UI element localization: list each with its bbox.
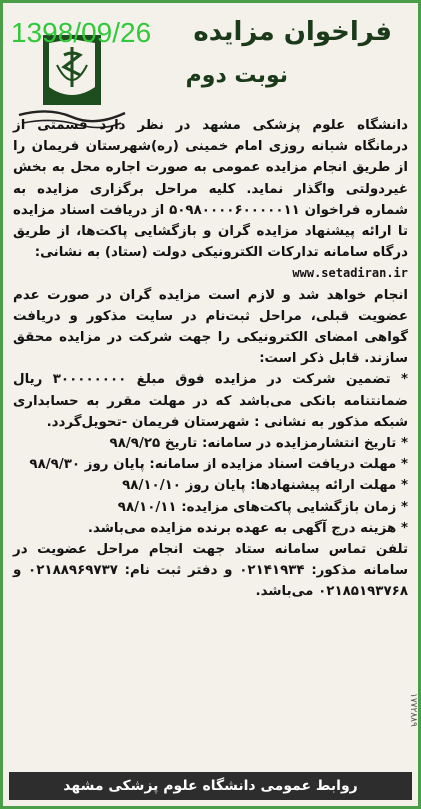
url-line bbox=[13, 263, 408, 284]
setad-url-link[interactable]: www.setadiran.ir bbox=[292, 266, 408, 281]
contact-info: تلفن تماس سامانه ستاد جهت انجام مراحل عضویت در سامانه مذکور: ۰۲۱۴۱۹۳۴ و دفتر ثبت نام: ۰۲۱۸۸۹۶۹۷۳۷ و ۰۲۱۸۵۱۹۳۷۶۸ می‌باشد. bbox=[13, 542, 408, 600]
bullet-guarantee: * تضمین شرکت در مزایده فوق مبلغ ۳۰۰۰۰۰۰۰۰ ریال ضمانتنامه بانکی می‌باشد که در مهلت مقرر به حسابداری شبکه مذکور به نشانی : شهرستان فریمان -تحویل‌گردد. bbox=[13, 372, 408, 430]
bullet-publish-date: * تاریخ انتشارمزایده در سامانه: تاریخ ۹۸/۹/۲۵ bbox=[109, 436, 408, 452]
notice-subtitle: نوبت دوم bbox=[185, 63, 288, 88]
notice-title: فراخوان مزایده bbox=[193, 17, 392, 47]
footer-text: روابط عمومی دانشگاه علوم پزشکی مشهد bbox=[63, 778, 358, 794]
side-code: ۱۷۷۲۸۸۹ bbox=[408, 693, 418, 727]
bullet-proposal-deadline: * مهلت ارائه پیشنهادها: پایان روز ۹۸/۱۰/۱۰ bbox=[122, 478, 408, 494]
bullet-opening-date: * زمان بازگشایی پاکت‌های مزایده: ۹۸/۱۰/۱۱ bbox=[117, 499, 408, 515]
notice-body bbox=[13, 115, 408, 603]
date-stamp: 1398/09/26 bbox=[11, 17, 152, 48]
footer-bar bbox=[9, 772, 412, 800]
bullet-ad-cost: * هزینه درج آگهی به عهده برنده مزایده می‌باشد. bbox=[87, 520, 408, 536]
bullet-documents-deadline: * مهلت دریافت اسناد مزایده از سامانه: پایان روز ۹۸/۹/۳۰ bbox=[29, 457, 408, 473]
paragraph-intro: دانشگاه علوم پزشکی مشهد در نظر دارد قسمتی از درمانگاه شبانه روزی امام خمینی (ره)شهرستان فریمان را از طریق انجام مزایده عمومی به صورت اجاره محل به بخش غیردولتی واگذار نماید. کلیه مراحل برگزاری مزایده به شماره فراخوان ۵۰۹۸۰۰۰۰۶۰۰۰۰۰۱۱ از دریافت اسناد مزایده تا ارائه پیشنهاد مزایده گران و بازگشایی پاکت‌ها، از طریق درگاه سامانه تدارکات الکترونیکی دولت (ستاد) به نشانی: bbox=[13, 118, 408, 261]
paragraph-registration: انجام خواهد شد و لازم است مزایده گران در صورت عدم عضویت قبلی، مراحل ثبت‌نام در سایت مذکور و دریافت گواهی امضای الکترونیکی را جهت شرکت در مزایده محقق سازند. قابل ذکر است: bbox=[13, 287, 408, 367]
